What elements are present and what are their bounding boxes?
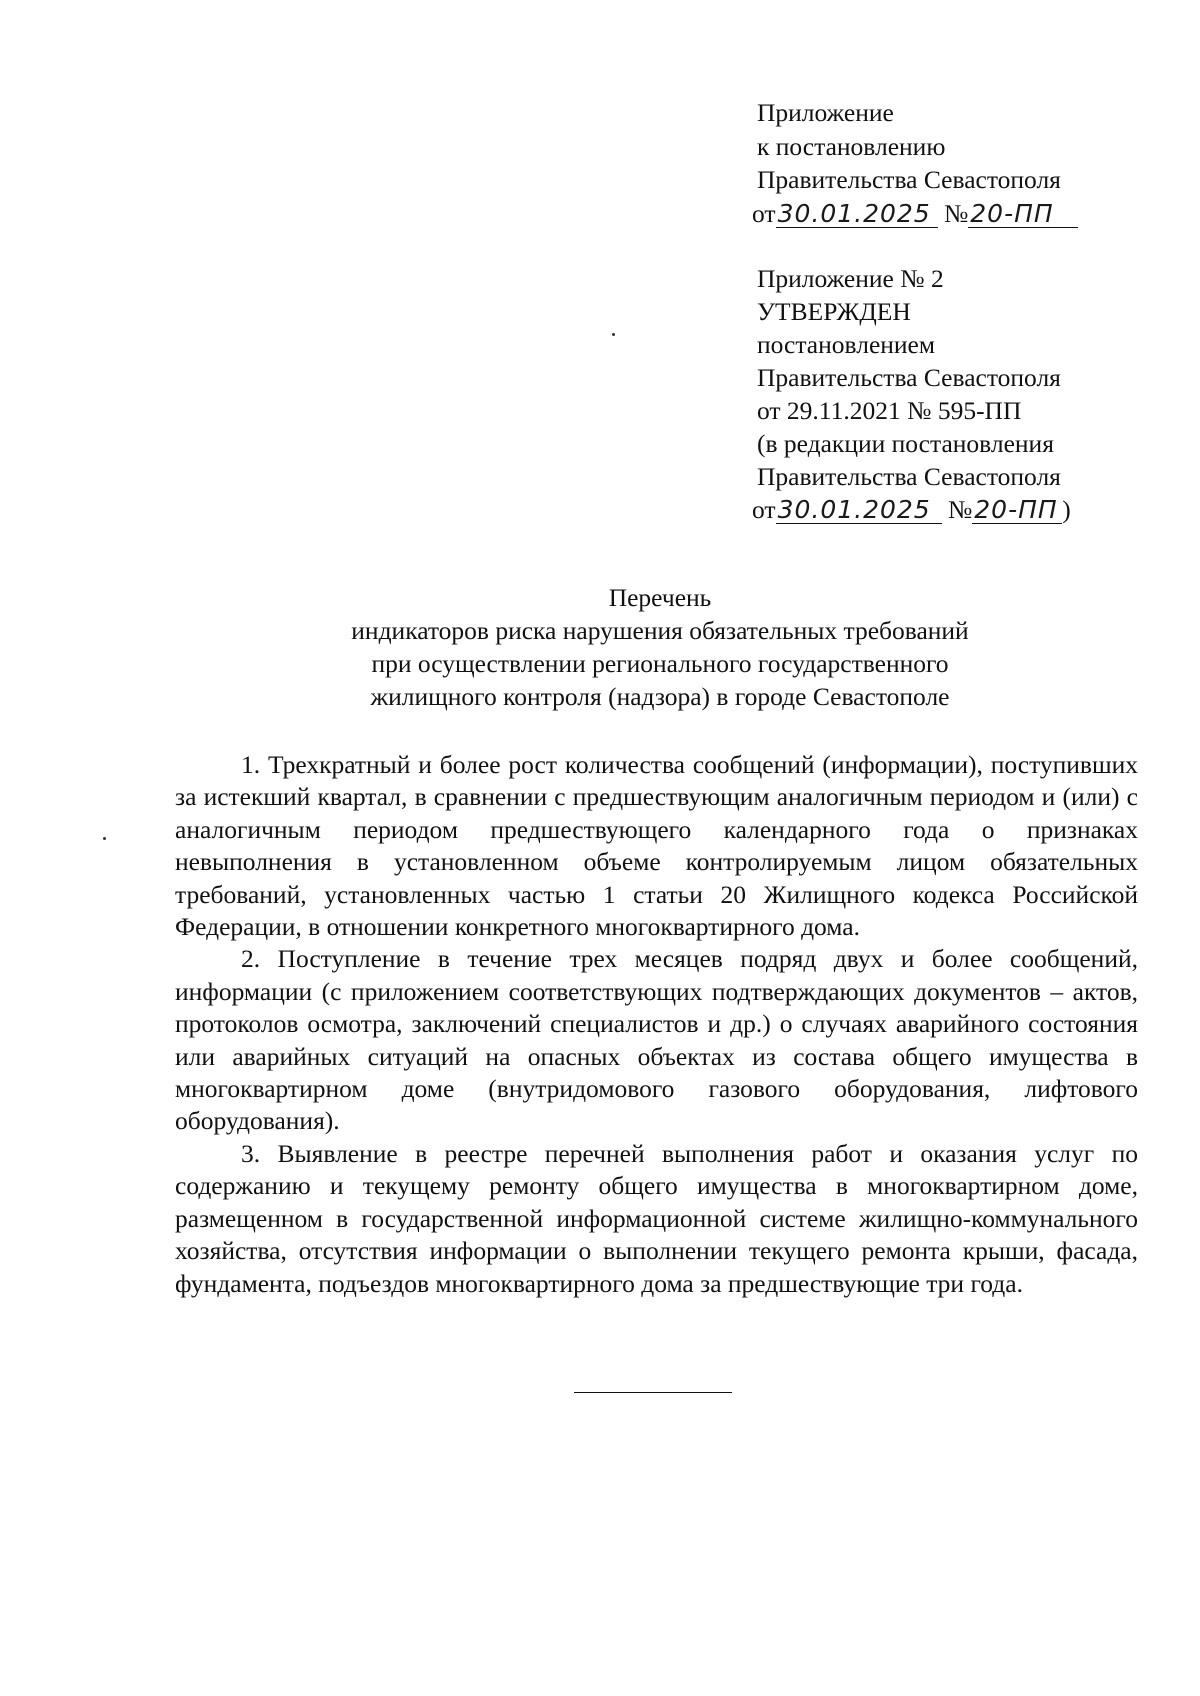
approved-line-2: УТВЕРЖДЕН xyxy=(757,297,911,326)
closing-paren: ) xyxy=(1062,495,1071,524)
appendix-date-line xyxy=(752,198,1078,230)
handwritten-number: 20-ПП xyxy=(972,497,1062,524)
approved-line-3: постановлением xyxy=(757,330,936,359)
title-line-4: жилищного контроля (надзора) в городе Севастополе xyxy=(370,682,950,711)
handwritten-number: 20-ПП xyxy=(968,201,1078,228)
date-prefix: от xyxy=(752,495,776,524)
approved-line-7: Правительства Севастополя xyxy=(757,462,1061,491)
handwritten-date: 30.01.2025 xyxy=(776,201,938,228)
approved-date-line xyxy=(752,494,1071,526)
title-line-3: при осуществлении регионального государственного xyxy=(371,649,949,678)
appendix-line-3: Правительства Севастополя xyxy=(757,165,1061,194)
title-line-1: Перечень xyxy=(608,583,712,612)
title-line-2: индикаторов риска нарушения обязательных требований xyxy=(351,616,969,645)
approved-line-5: от 29.11.2021 № 595-ПП xyxy=(757,396,1022,425)
list-item-2: 2. Поступление в течение трех месяцев подряд двух и более сообщений, информации (с приложением соответствующих подтверждающих документов – актов, протоколов осмотра, заключений специалистов и др.) о случаях аварийного состояния или аварийных ситуаций на опасных объектах из состава общего имущества в многоквартирном доме (внутридомового газового оборудования, лифтового оборудования). xyxy=(175,944,1138,1136)
number-sign: № xyxy=(947,495,973,524)
scan-speck xyxy=(612,333,615,336)
list-item-1: 1. Трехкратный и более рост количества сообщений (информации), поступивших за истекший квартал, в сравнении с предшествующим аналогичным периодом и (или) с аналогичным периодом предшествующего календарного года о признаках невыполнения в установленном объеме контролируемым лицом обязательных требований, установленных частью 1 статьи 20 Жилищного кодекса Российской Федерации, в отношении конкретного многоквартирного дома. xyxy=(175,750,1138,942)
closing-divider xyxy=(574,1392,732,1393)
list-item-3: 3. Выявление в реестре перечней выполнения работ и оказания услуг по содержанию и текущему ремонту общего имущества в многоквартирном доме, размещенном в государственной информационной системе жилищно-коммунального хозяйства, отсутствия информации о выполнении текущего ремонта крыши, фасада, фундамента, подъездов многоквартирного дома за предшествующие три года. xyxy=(175,1138,1138,1298)
date-prefix: от xyxy=(752,199,776,228)
approved-line-1: Приложение № 2 xyxy=(757,264,944,293)
approved-line-6: (в редакции постановления xyxy=(757,429,1054,458)
appendix-line-1: Приложение xyxy=(757,98,894,127)
handwritten-date: 30.01.2025 xyxy=(776,497,942,524)
number-sign: № xyxy=(943,199,969,228)
scan-speck xyxy=(103,837,106,840)
appendix-line-2: к постановлению xyxy=(757,132,946,161)
approved-line-4: Правительства Севастополя xyxy=(757,363,1061,392)
items-list xyxy=(175,749,1138,1300)
